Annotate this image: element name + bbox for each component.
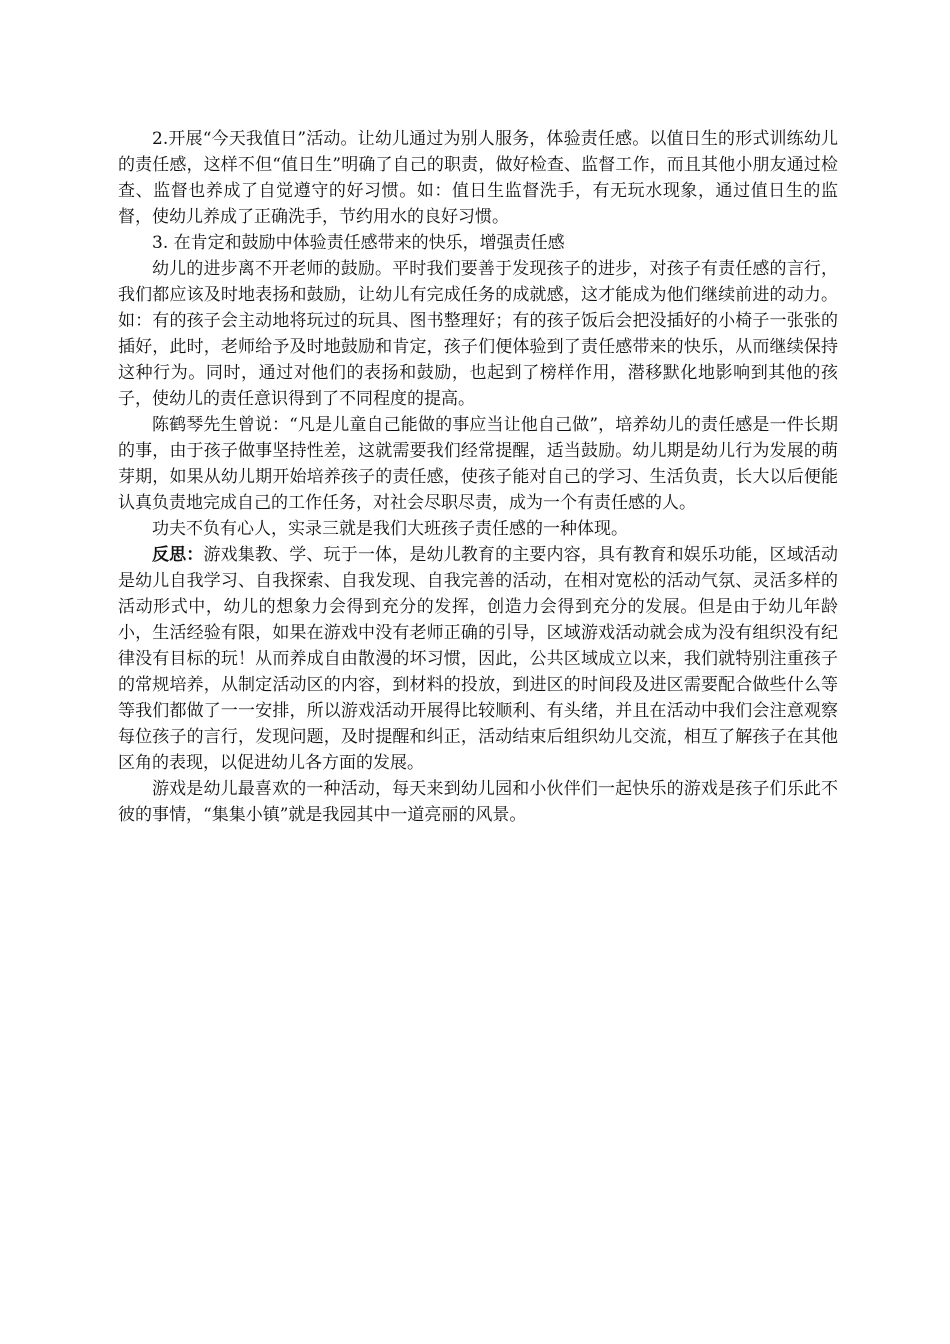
paragraph-text: 3. 在肯定和鼓励中体验责任感带来的快乐，增强责任感 [152,233,565,253]
reflection-label: 反思： [152,545,204,565]
paragraph-quote-chen-heqin [118,412,838,516]
paragraph-text: 功夫不负有心人，实录三就是我们大班孩子责任感的一种体现。 [152,519,628,539]
document-body [118,126,838,828]
paragraph-text: 2.开展“今天我值日”活动。让幼儿通过为别人服务，体验责任感。以值日生的形式训练幼儿的责任感，这样不但“值日生”明确了自己的职责，做好检查、监督工作，而且其他小朋友通过检查、监督也养成了自觉遵守的好习惯。如：值日生监督洗手，有无玩水现象，通过值日生的监督，使幼儿养成了正确洗手，节约用水的良好习惯。 [118,129,838,227]
paragraph-heading-encouragement [118,230,838,256]
paragraph-closing [118,776,838,828]
paragraph-text: 陈鹤琴先生曾说：“凡是儿童自己能做的事应当让他自己做”，培养幼儿的责任感是一件长期的事，由于孩子做事坚持性差，这就需要我们经常提醒，适当鼓励。幼儿期是幼儿行为发展的萌芽期，如果从幼儿期开始培养孩子的责任感，使孩子能对自己的学习、生活负责，长大以后便能认真负责地完成自己的工作任务，对社会尽职尽责，成为一个有责任感的人。 [118,415,838,513]
paragraph-text: 幼儿的进步离不开老师的鼓励。平时我们要善于发现孩子的进步，对孩子有责任感的言行，我们都应该及时地表扬和鼓励，让幼儿有完成任务的成就感，这才能成为他们继续前进的动力。如：有的孩子会主动地将玩过的玩具、图书整理好；有的孩子饭后会把没插好的小椅子一张张的插好，此时，老师给予及时地鼓励和肯定，孩子们便体验到了责任感带来的快乐，从而继续保持这种行为。同时，通过对他们的表扬和鼓励，也起到了榜样作用，潜移默化地影响到其他的孩子，使幼儿的责任意识得到了不同程度的提高。 [118,259,838,409]
paragraph-text: 游戏集教、学、玩于一体，是幼儿教育的主要内容，具有教育和娱乐功能，区域活动是幼儿自我学习、自我探索、自我发现、自我完善的活动，在相对宽松的活动气氛、灵活多样的活动形式中，幼儿的想象力会得到充分的发挥，创造力会得到充分的发展。但是由于幼儿年龄小，生活经验有限，如果在游戏中没有老师正确的引导，区域游戏活动就会成为没有组织没有纪律没有目标的玩！从而养成自由散漫的坏习惯，因此，公共区域成立以来，我们就特别注重孩子的常规培养，从制定活动区的内容，到材料的投放，到进区的时间段及进区需要配合做些什么等等我们都做了一一安排，所以游戏活动开展得比较顺利、有头绪，并且在活动中我们会注意观察每位孩子的言行，发现问题，及时提醒和纠正，活动结束后组织幼儿交流，相互了解孩子在其他区角的表现，以促进幼儿各方面的发展。 [118,545,839,773]
paragraph-reflection [118,542,838,776]
paragraph-record-three [118,516,838,542]
paragraph-text: 游戏是幼儿最喜欢的一种活动，每天来到幼儿园和小伙伴们一起快乐的游戏是孩子们乐此不彼的事情，“集集小镇”就是我园其中一道亮丽的风景。 [118,779,838,825]
paragraph-teacher-encouragement [118,256,838,412]
paragraph-duty-activity [118,126,838,230]
